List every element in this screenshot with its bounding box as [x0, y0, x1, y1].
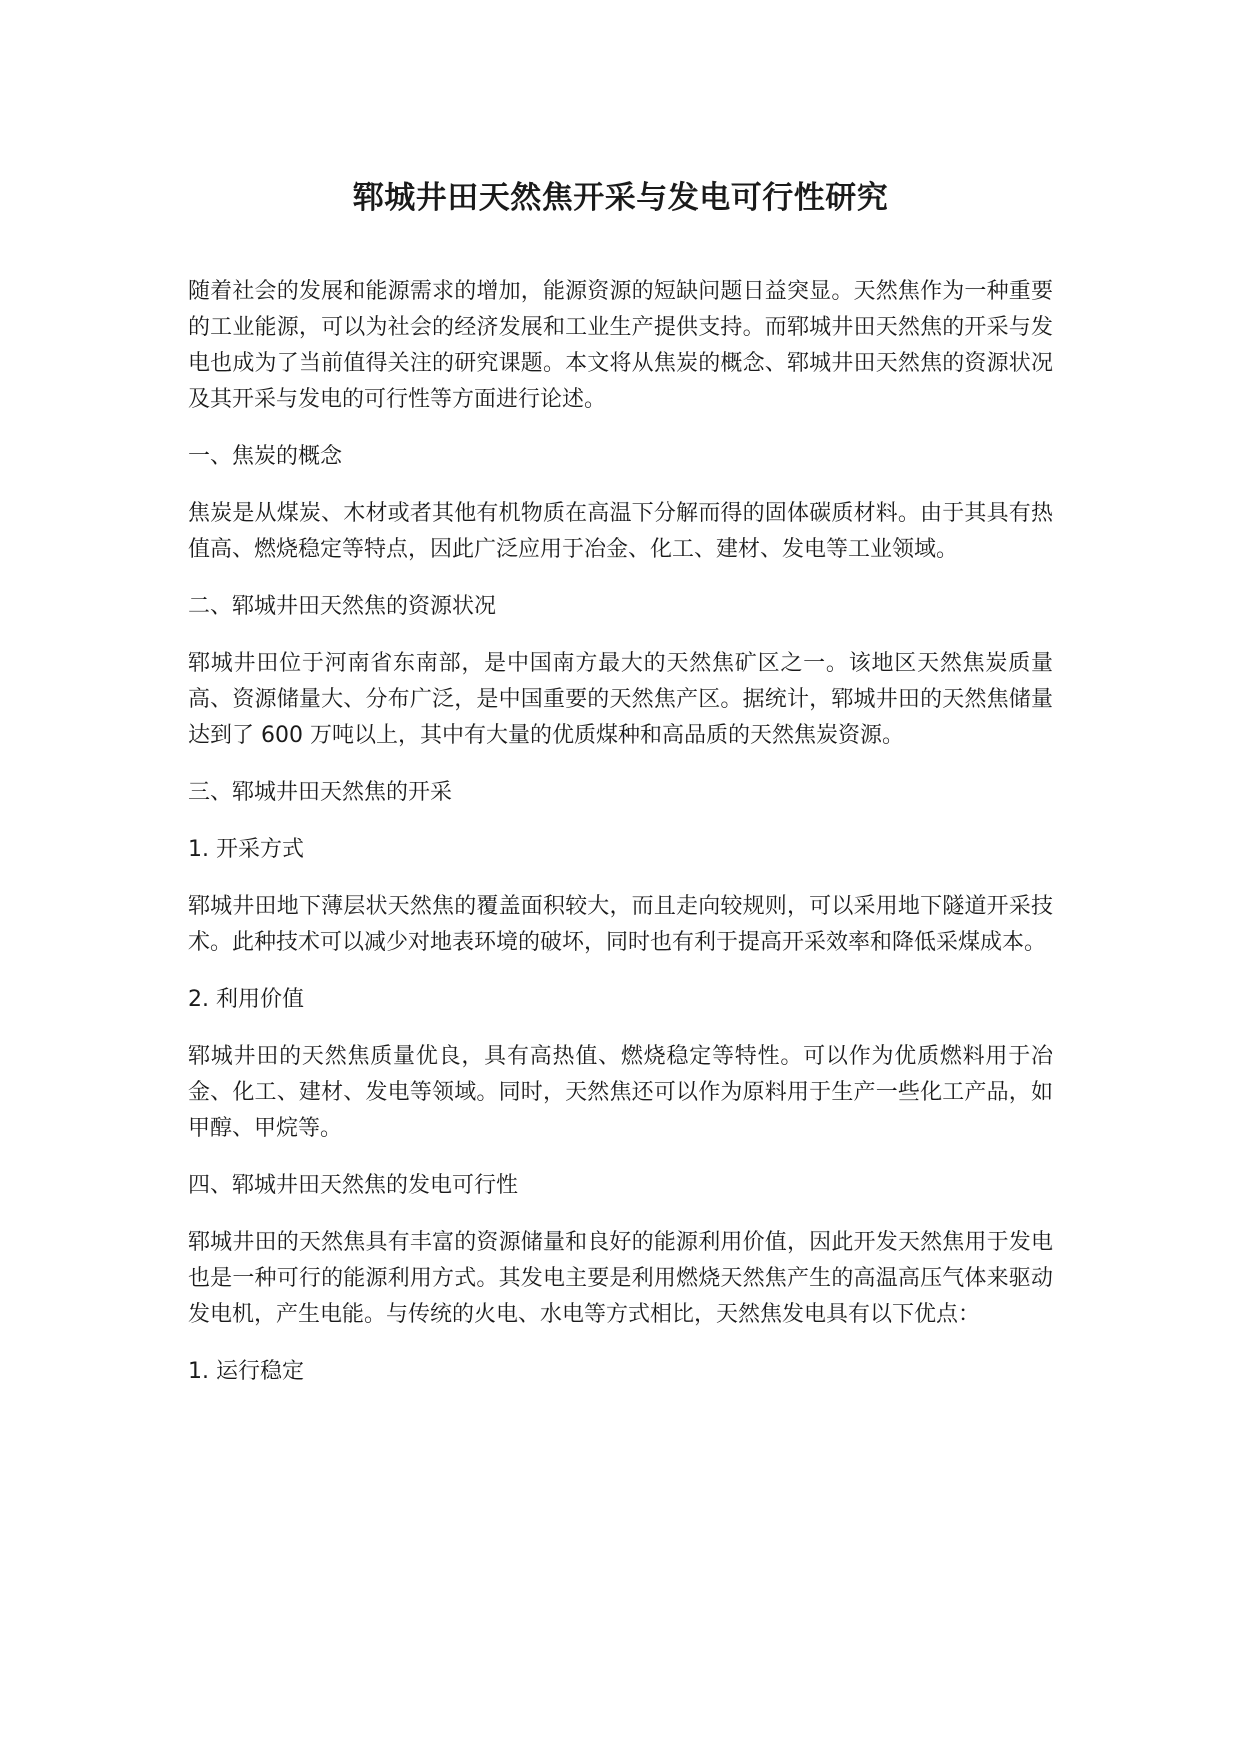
section-heading-coke-concept: 一、焦炭的概念	[188, 444, 343, 469]
mining-method-paragraph: 郓城井田地下薄层状天然焦的覆盖面积较大，而且走向较规则，可以采用地下隧道开采技术。此种技术可以减少对地表环境的破坏，同时也有利于提高开采效率和降低采煤成本。	[188, 894, 1053, 955]
subheading-mining-method: 1. 开采方式	[188, 837, 304, 862]
document-title: 郓城井田天然焦开采与发电可行性研究	[352, 180, 889, 216]
resource-status-paragraph: 郓城井田位于河南省东南部，是中国南方最大的天然焦矿区之一。该地区天然焦炭质量高、资源储量大、分布广泛，是中国重要的天然焦产区。据统计，郓城井田的天然焦储量达到了 600 万吨以上，其中有大量的优质煤种和高品质的天然焦炭资源。	[188, 651, 1053, 748]
section-heading-mining: 三、郓城井田天然焦的开采	[188, 780, 453, 805]
subheading-utilization-value: 2. 利用价值	[188, 987, 304, 1012]
section-heading-power-feasibility: 四、郓城井田天然焦的发电可行性	[188, 1173, 519, 1198]
subheading-stable-operation: 1. 运行稳定	[188, 1359, 304, 1384]
coke-concept-paragraph: 焦炭是从煤炭、木材或者其他有机物质在高温下分解而得的固体碳质材料。由于其具有热值高、燃烧稳定等特点，因此广泛应用于冶金、化工、建材、发电等工业领域。	[188, 501, 1053, 562]
section-heading-resource-status: 二、郓城井田天然焦的资源状况	[188, 594, 497, 619]
intro-paragraph: 随着社会的发展和能源需求的增加，能源资源的短缺问题日益突显。天然焦作为一种重要的工业能源，可以为社会的经济发展和工业生产提供支持。而郓城井田天然焦的开采与发电也成为了当前值得关注的研究课题。本文将从焦炭的概念、郓城井田天然焦的资源状况及其开采与发电的可行性等方面进行论述。	[188, 279, 1053, 412]
power-feasibility-paragraph: 郓城井田的天然焦具有丰富的资源储量和良好的能源利用价值，因此开发天然焦用于发电也是一种可行的能源利用方式。其发电主要是利用燃烧天然焦产生的高温高压气体来驱动发电机，产生电能。与传统的火电、水电等方式相比，天然焦发电具有以下优点：	[188, 1230, 1053, 1327]
utilization-value-paragraph: 郓城井田的天然焦质量优良，具有高热值、燃烧稳定等特性。可以作为优质燃料用于冶金、化工、建材、发电等领域。同时，天然焦还可以作为原料用于生产一些化工产品，如甲醇、甲烷等。	[188, 1044, 1053, 1141]
